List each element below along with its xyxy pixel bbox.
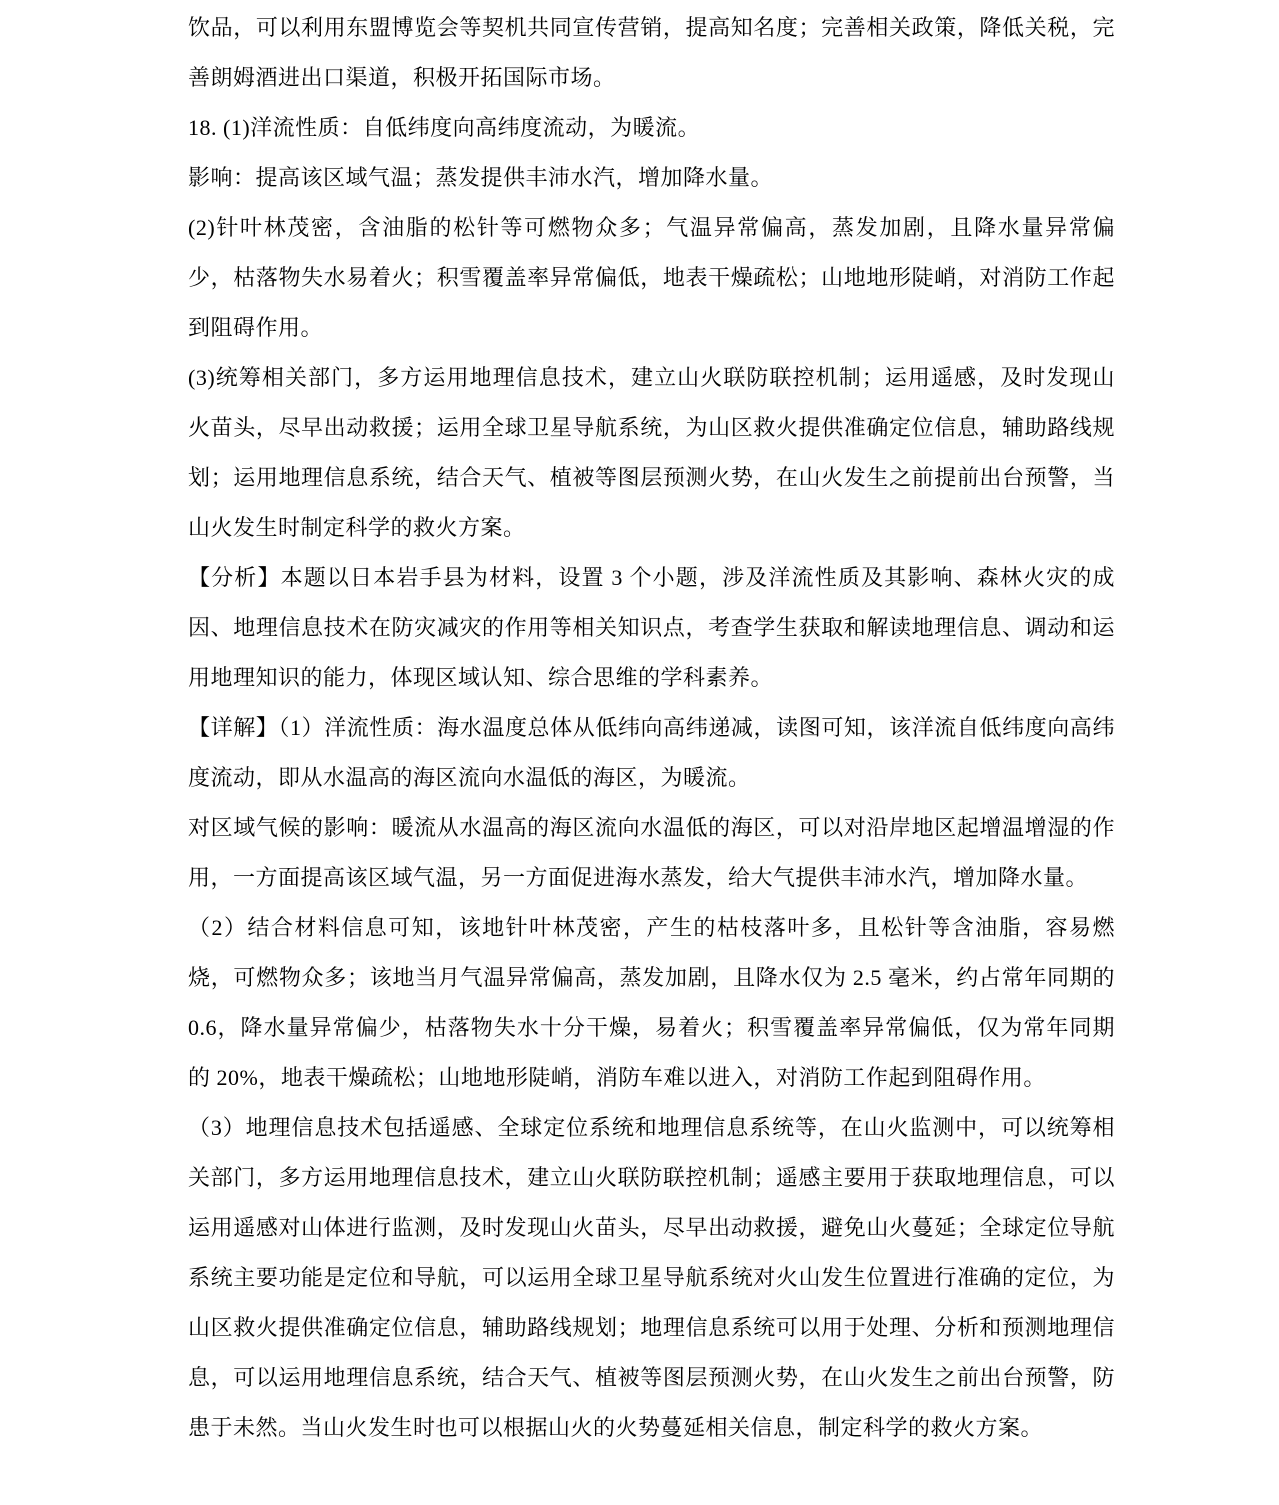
document-body [188,3,1115,1453]
paragraph-explanation-part2: （2）结合材料信息可知，该地针叶林茂密，产生的枯枝落叶多，且松针等含油脂，容易燃烧，可燃物众多；该地当月气温异常偏高，蒸发加剧，且降水仅为 2.5 毫米，约占常年同期的 0.6，降水量异常偏少，枯落物失水十分干燥，易着火；积雪覆盖率异常偏低，仅为常年同期的 20%，地表干燥疏松；山地地形陡峭，消防车难以进入，对消防工作起到阻碍作用。 [188,915,1115,1090]
paragraph-analysis: 【分析】本题以日本岩手县为材料，设置 3 个小题，涉及洋流性质及其影响、森林火灾的成因、地理信息技术在防灾减灾的作用等相关知识点，考查学生获取和解读地理信息、调动和运用地理知识的能力，体现区域认知、综合思维的学科素养。 [188,565,1115,690]
paragraph-explanation-part1: 【详解】（1）洋流性质：海水温度总体从低纬向高纬递减，读图可知，该洋流自低纬度向高纬度流动，即从水温高的海区流向水温低的海区，为暖流。 [188,715,1115,790]
paragraph-q18-answer-part2: (2)针叶林茂密，含油脂的松针等可燃物众多；气温异常偏高，蒸发加剧，且降水量异常偏少，枯落物失水易着火；积雪覆盖率异常偏低，地表干燥疏松；山地地形陡峭，对消防工作起到阻碍作用。 [188,215,1115,340]
paragraph-explanation-part1-impact: 对区域气候的影响：暖流从水温高的海区流向水温低的海区，可以对沿岸地区起增温增湿的作用，一方面提高该区域气温，另一方面促进海水蒸发，给大气提供丰沛水汽，增加降水量。 [188,815,1115,890]
paragraph-q18-answer-part1-impact: 影响：提高该区域气温；蒸发提供丰沛水汽，增加降水量。 [188,165,774,190]
paragraph-explanation-part3: （3）地理信息技术包括遥感、全球定位系统和地理信息系统等，在山火监测中，可以统筹相关部门，多方运用地理信息技术，建立山火联防联控机制；遥感主要用于获取地理信息，可以运用遥感对山体进行监测，及时发现山火苗头，尽早出动救援，避免山火蔓延；全球定位导航系统主要功能是定位和导航，可以运用全球卫星导航系统对火山发生位置进行准确的定位，为山区救火提供准确定位信息，辅助路线规划；地理信息系统可以用于处理、分析和预测地理信息，可以运用地理信息系统，结合天气、植被等图层预测火势，在山火发生之前出台预警，防患于未然。当山火发生时也可以根据山火的火势蔓延相关信息，制定科学的救火方案。 [188,1115,1115,1440]
paragraph-q18-answer-part1: 18. (1)洋流性质：自低纬度向高纬度流动，为暖流。 [188,115,701,140]
paragraph-continued-answer-17: 饮品，可以利用东盟博览会等契机共同宣传营销，提高知名度；完善相关政策，降低关税，完善朗姆酒进出口渠道，积极开拓国际市场。 [188,15,1115,90]
paragraph-q18-answer-part3: (3)统筹相关部门，多方运用地理信息技术，建立山火联防联控机制；运用遥感，及时发现山火苗头，尽早出动救援；运用全球卫星导航系统，为山区救火提供准确定位信息，辅助路线规划；运用地理信息系统，结合天气、植被等图层预测火势，在山火发生之前提前出台预警，当山火发生时制定科学的救火方案。 [188,365,1115,540]
